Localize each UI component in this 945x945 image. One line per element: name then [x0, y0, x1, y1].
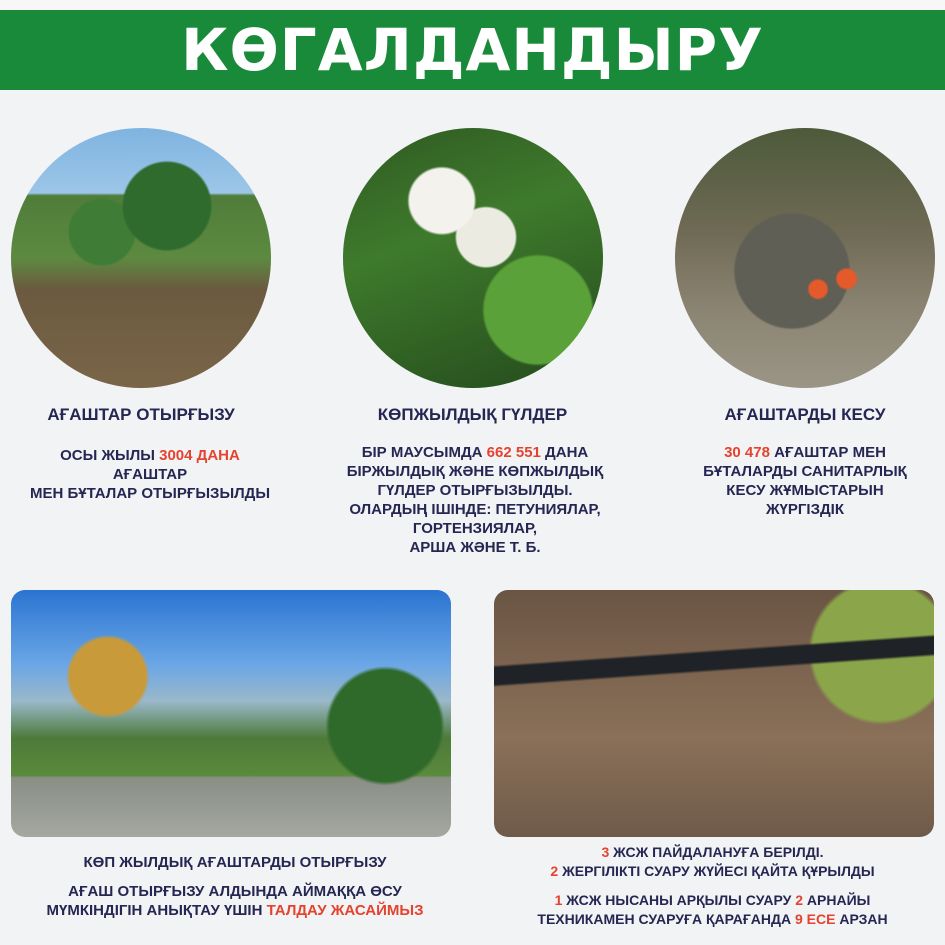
tree-planting-photo: [11, 128, 271, 388]
text-line: АРША ЖӘНЕ Т. Б.: [409, 539, 541, 556]
text-line: АҒАШТАР: [112, 466, 188, 483]
alley-trees-photo: [11, 590, 451, 837]
text-segment: ДАНА: [540, 444, 589, 461]
section-heading-tree-cutting: АҒАШТАРДЫ КЕСУ: [724, 405, 886, 424]
text-line: ОЛАРДЫҢ ІШІНДЕ: ПЕТУНИЯЛАР,: [349, 501, 601, 518]
text-segment: АҒАШТАР МЕН: [769, 444, 886, 461]
text-line: ГОРТЕНЗИЯЛАР,: [412, 520, 538, 537]
perennial-trees-text: [0, 853, 470, 920]
text-segment: ТЕХНИКАМЕН СУАРУҒА ҚАРАҒАНДА: [537, 911, 795, 927]
text-line: КӨП ЖЫЛДЫҚ АҒАШТАРДЫ ОТЫРҒЫЗУ: [83, 854, 387, 871]
text-line: КЕСУ ЖҰМЫСТАРЫН: [726, 482, 884, 499]
text-segment: ОСЫ ЖЫЛЫ: [60, 447, 160, 464]
text-segment: ЖСЖ НЫСАНЫ АРҚЫЛЫ СУАРУ: [562, 892, 796, 908]
tree-planting-text: [0, 446, 300, 503]
highlight-count: 2: [550, 863, 559, 879]
text-segment: АРНАЙЫ: [803, 892, 871, 908]
text-line: МЕН БҰТАЛАР ОТЫРҒЫЗЫЛДЫ: [29, 485, 271, 502]
text-line: АҒАШ ОТЫРҒЫЗУ АЛДЫНДА АЙМАҚҚА ӨСУ: [68, 883, 402, 900]
title-banner: [0, 10, 945, 90]
text-segment: ЖСЖ ПАЙДАЛАНУҒА БЕРІЛДІ.: [609, 844, 824, 860]
text-segment: АРЗАН: [835, 911, 888, 927]
text-segment: ЖЕРГІЛІКТІ СУАРУ ЖҮЙЕСІ ҚАЙТА ҚҰРЫЛДЫ: [558, 863, 875, 879]
tree-cutting-photo: [675, 128, 935, 388]
perennial-flowers-text: [315, 443, 635, 557]
text-line: ГҮЛДЕР ОТЫРҒЫЗЫЛДЫ.: [377, 482, 573, 499]
irrigation-text: [480, 843, 945, 929]
text-line: БІРЖЫЛДЫҚ ЖӘНЕ КӨПЖЫЛДЫҚ: [346, 463, 604, 480]
highlight-count: 3: [601, 844, 610, 860]
drip-irrigation-photo: [494, 590, 934, 837]
text-segment: МҮМКІНДІГІН АНЫҚТАУ ҮШІН: [46, 902, 267, 919]
highlight-text: ТАЛДАУ ЖАСАЙМЫЗ: [266, 902, 424, 919]
page-title: КӨГАЛДАНДЫРУ: [181, 16, 764, 84]
section-heading-perennial-flowers: КӨПЖЫЛДЫҚ ГҮЛДЕР: [377, 405, 568, 424]
highlight-count: 30 478: [724, 444, 770, 461]
text-segment: БІР МАУСЫМДА: [361, 444, 487, 461]
highlight-count: 9 ЕСЕ: [794, 911, 836, 927]
text-line: ЖҮРГІЗДІК: [766, 501, 844, 518]
section-heading-tree-planting: АҒАШТАР ОТЫРҒЫЗУ: [47, 405, 235, 424]
highlight-count: 1: [554, 892, 563, 908]
perennial-flowers-photo: [343, 128, 603, 388]
text-line: БҰТАЛАРДЫ САНИТАРЛЫҚ: [703, 463, 907, 480]
highlight-count: 662 551: [486, 444, 541, 461]
tree-cutting-text: [665, 443, 945, 519]
top-strip: [0, 0, 945, 10]
highlight-count: 2: [795, 892, 804, 908]
highlight-count: 3004 ДАНА: [159, 447, 240, 464]
